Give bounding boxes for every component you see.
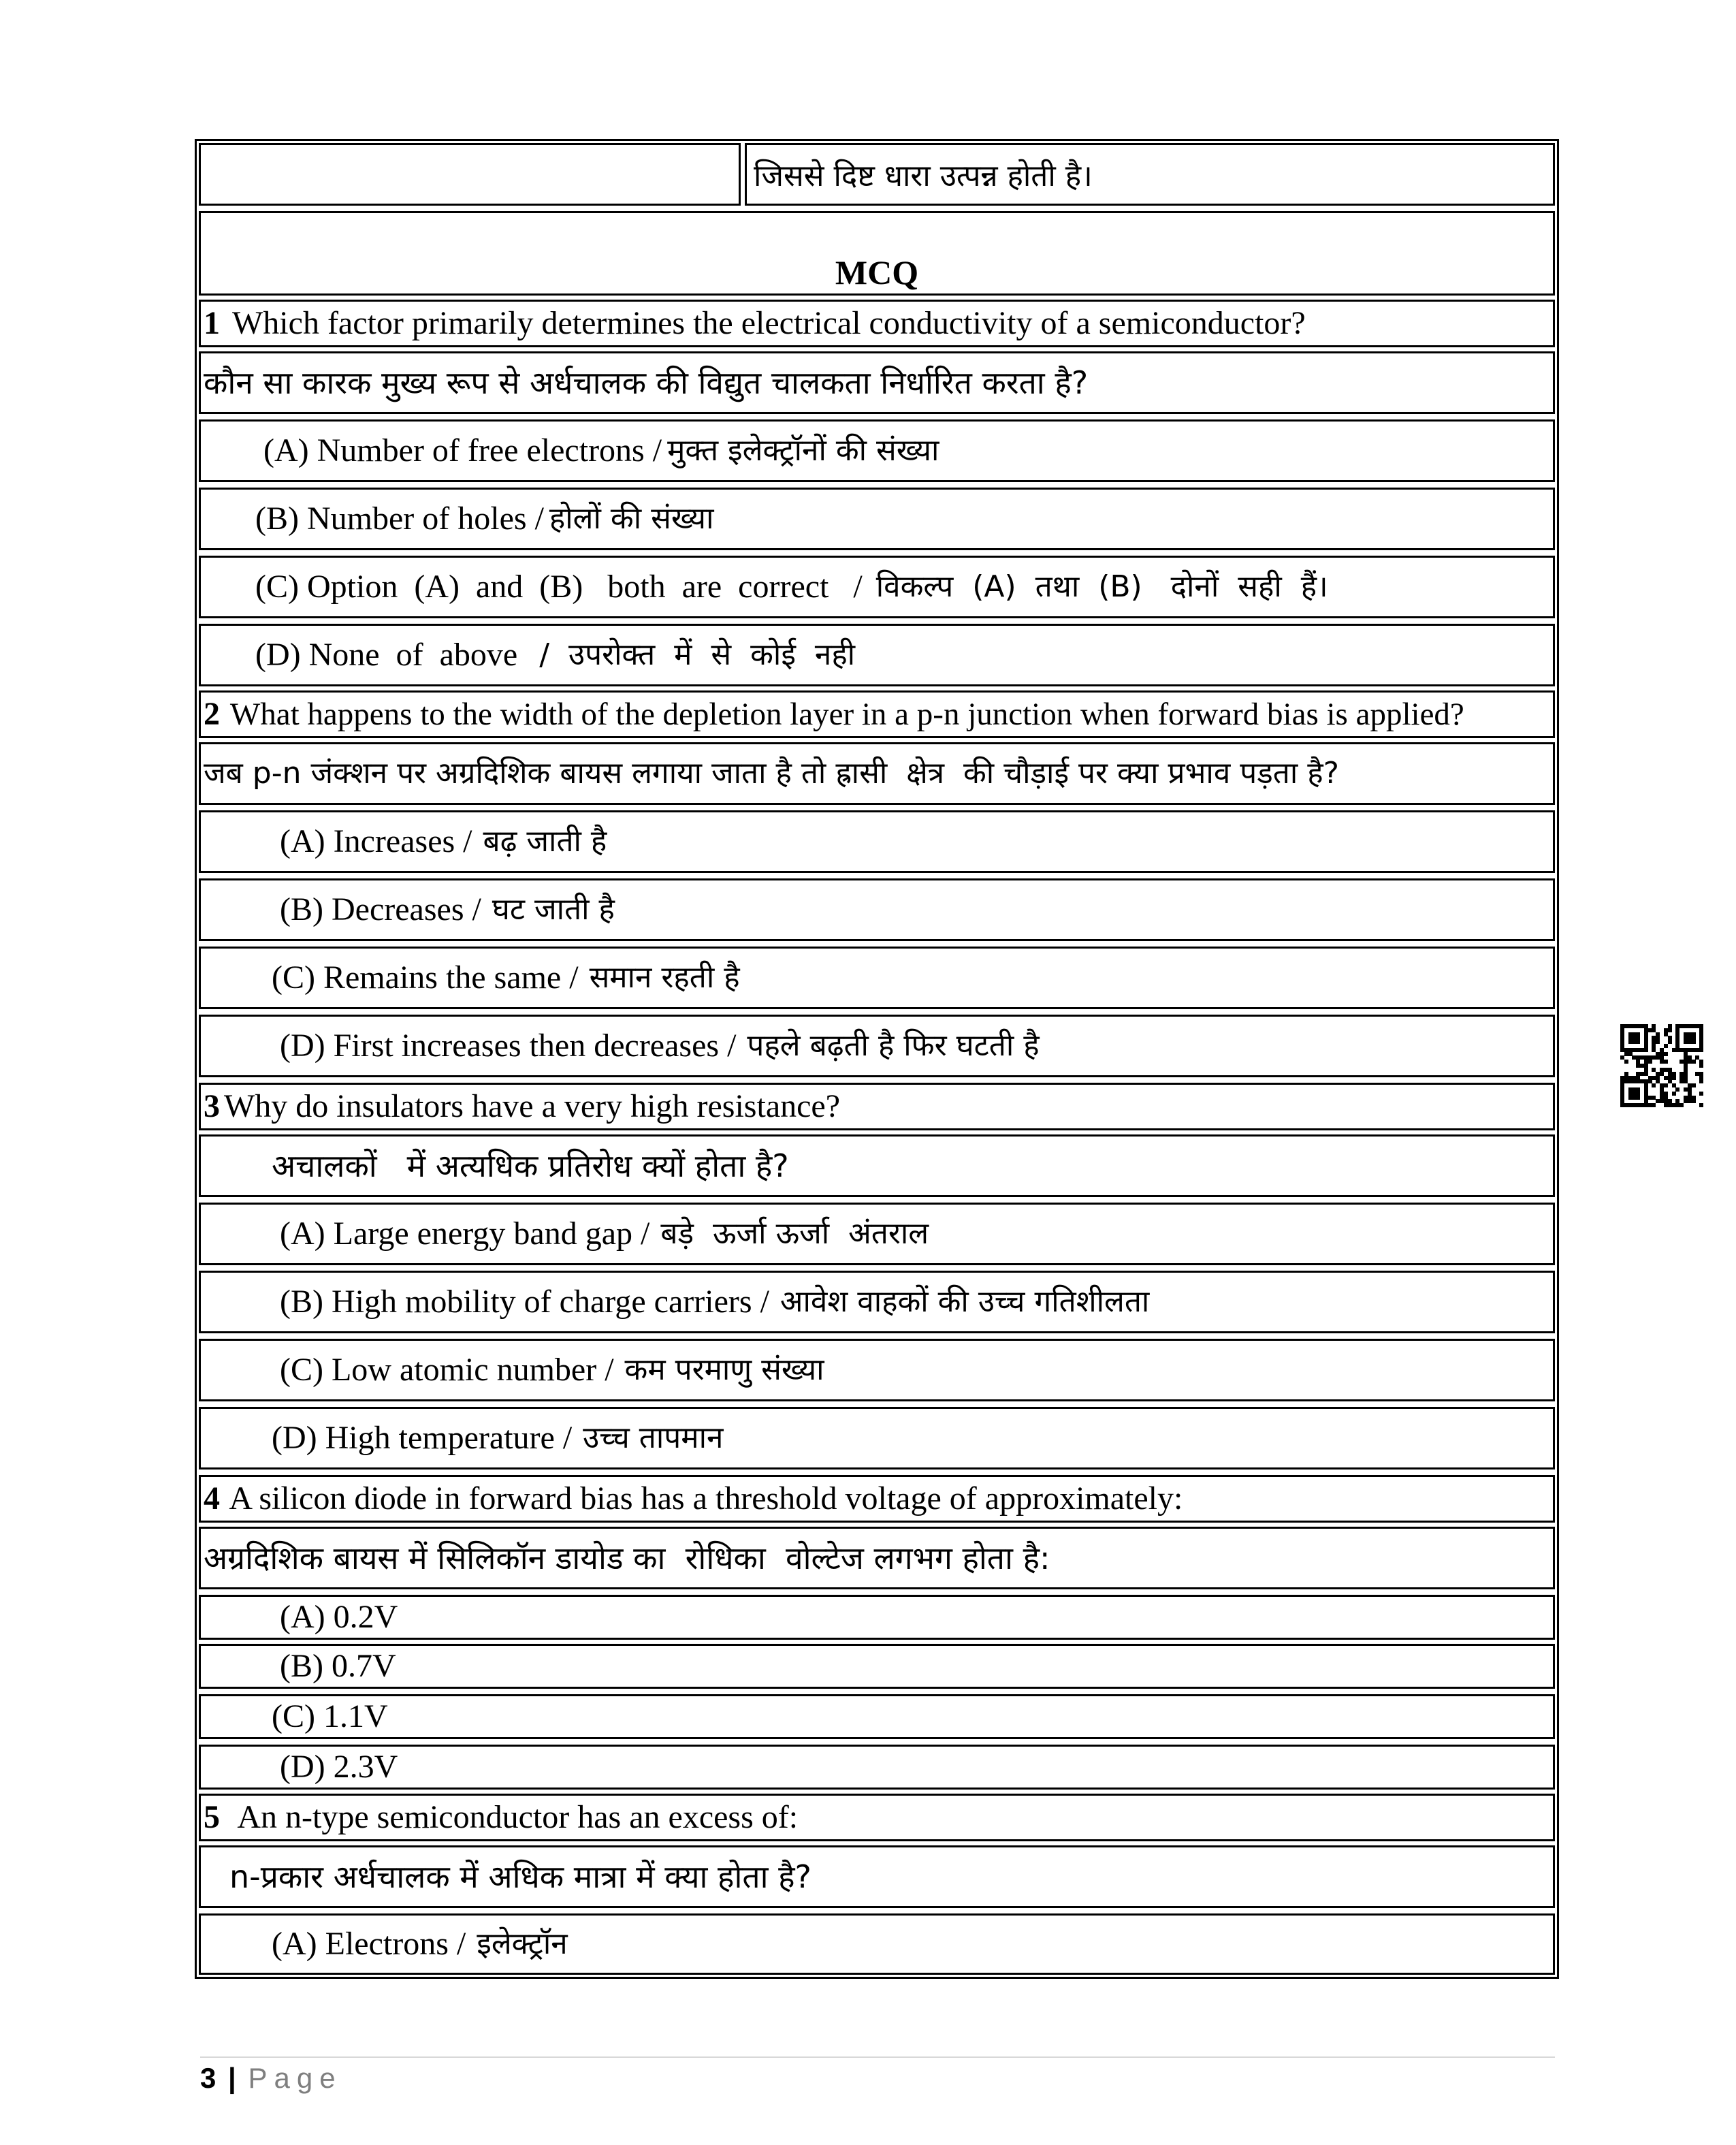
question-3-row [199, 1083, 1555, 1130]
q3-option-c-hi: कम परमाणु संख्या [624, 1352, 824, 1387]
q4-option-c[interactable] [199, 1694, 1555, 1739]
qr-module [1699, 1092, 1703, 1096]
question-4-english: A silicon diode in forward bias has a threshold voltage of approximately: [223, 1480, 1183, 1516]
question-2-row [199, 690, 1555, 738]
qr-module [1675, 1087, 1679, 1092]
q1-option-d-en: (D) None of above [255, 637, 534, 673]
q2-option-b-en: (B) Decreases / [280, 891, 489, 927]
q4-option-c-en: (C) 1.1V [272, 1698, 388, 1734]
q1-option-c-en: (C) Option (A) and (B) both are correct / [255, 569, 871, 605]
q1-option-a-hi: मुक्त इलेक्ट्रॉनों की संख्या [667, 433, 939, 468]
qr-module [1699, 1079, 1703, 1083]
qr-module [1664, 1083, 1668, 1087]
top-right-cell [745, 143, 1555, 206]
section-heading-row [199, 211, 1555, 296]
qr-module [1679, 1103, 1684, 1107]
question-5-hindi: n-प्रकार अर्धचालक में अधिक मात्रा में क्या होता है? [229, 1858, 811, 1895]
q3-option-a-en: (A) Large energy band gap / [280, 1216, 658, 1252]
question-3-english: Why do insulators have a very high resistance? [224, 1088, 841, 1124]
qr-module [1692, 1060, 1696, 1064]
qr-module [1652, 1103, 1656, 1107]
qr-module [1664, 1052, 1668, 1056]
q3-option-d-en: (D) High temperature / [272, 1420, 581, 1456]
question-3-number: 3 [204, 1088, 220, 1124]
section-title: MCQ [835, 253, 919, 291]
question-1-number: 1 [204, 305, 220, 341]
question-1-english: Which factor primarily determines the electrical conductivity of a semiconductor? [232, 305, 1306, 341]
q4-option-d-en: (D) 2.3V [280, 1749, 398, 1785]
q1-option-a[interactable] [199, 419, 1555, 482]
question-5-row [199, 1794, 1555, 1841]
qr-module [1652, 1083, 1656, 1087]
q4-option-a[interactable] [199, 1595, 1555, 1640]
question-2-number: 2 [204, 696, 220, 732]
q3-option-d-hi: उच्च तापमान [583, 1420, 724, 1455]
q3-option-a[interactable] [199, 1203, 1555, 1265]
question-4-row [199, 1475, 1555, 1523]
q5-option-a-en: (A) Electrons / [272, 1926, 475, 1962]
qr-module [1692, 1083, 1696, 1087]
q1-option-a-en: (A) Number of free electrons / [263, 432, 662, 468]
qr-module [1668, 1028, 1672, 1032]
question-2-english: What happens to the width of the depletion layer in a p-n junction when forward bias is applied? [223, 696, 1464, 732]
q1-option-c[interactable] [199, 556, 1555, 618]
qr-module [1692, 1040, 1696, 1044]
q2-option-c-hi: समान रहती है [589, 960, 740, 995]
qr-module [1664, 1044, 1668, 1048]
question-5-english: An n-type semiconductor has an excess of: [223, 1799, 799, 1835]
page-footer [200, 2062, 342, 2095]
qr-module [1636, 1096, 1640, 1100]
q3-option-b[interactable] [199, 1271, 1555, 1333]
q2-option-d-en: (D) First increases then decreases / [280, 1028, 745, 1064]
q1-option-d-hi: / उपरोक्त में से कोई नही [539, 637, 856, 672]
q4-option-a-en: (A) 0.2V [280, 1599, 398, 1635]
qr-module [1624, 1060, 1628, 1064]
qr-module [1672, 1092, 1676, 1096]
qr-module [1692, 1099, 1696, 1103]
footer-separator: | [228, 2062, 236, 2094]
qr-module [1656, 1040, 1660, 1044]
q2-option-b-hi: घट जाती है [492, 892, 615, 927]
question-1-hindi-row [199, 351, 1555, 414]
q3-option-c-en: (C) Low atomic number / [280, 1352, 622, 1388]
top-left-empty-cell [199, 143, 741, 206]
question-4-hindi: अग्रदिशिक बायस में सिलिकॉन डायोड का रोधिका वोल्टेज लगभग होता है: [204, 1540, 1050, 1576]
q2-option-a-en: (A) Increases / [280, 823, 481, 859]
q3-option-c[interactable] [199, 1339, 1555, 1401]
qr-module [1648, 1060, 1652, 1064]
question-4-number: 4 [204, 1480, 220, 1516]
q1-option-b[interactable] [199, 488, 1555, 550]
q4-option-b-en: (B) 0.7V [280, 1648, 396, 1684]
q1-option-b-en: (B) Number of holes / [255, 500, 544, 537]
question-1-row [199, 300, 1555, 347]
q1-option-d[interactable] [199, 624, 1555, 686]
qr-module [1672, 1076, 1676, 1080]
top-right-text: जिससे दिष्ट धारा उत्पन्न होती है। [754, 159, 1093, 193]
q2-option-a-hi: बढ़ जाती है [483, 824, 607, 859]
question-3-hindi: अचालकों में अत्यधिक प्रतिरोध क्यों होता है? [272, 1147, 789, 1184]
qr-module [1699, 1064, 1703, 1068]
qr-module [1668, 1040, 1672, 1044]
q4-option-b[interactable] [199, 1644, 1555, 1689]
q3-option-b-en: (B) High mobility of charge carriers / [280, 1284, 777, 1320]
q2-option-c[interactable] [199, 947, 1555, 1009]
footer-divider [200, 2056, 1555, 2058]
question-3-hindi-row [199, 1134, 1555, 1197]
qr-module [1664, 1060, 1668, 1064]
qr-code-icon [1620, 1024, 1703, 1107]
q2-option-b[interactable] [199, 878, 1555, 941]
question-4-hindi-row [199, 1527, 1555, 1589]
q2-option-a[interactable] [199, 810, 1555, 873]
q3-option-b-hi: आवेश वाहकों की उच्च गतिशीलता [779, 1284, 1150, 1319]
question-2-hindi: जब p-n जंक्शन पर अग्रदिशिक बायस लगाया जाता है तो ह्रासी क्षेत्र की चौड़ाई पर क्या प्रभाव पड़ता है? [204, 756, 1339, 791]
q3-option-d[interactable] [199, 1407, 1555, 1469]
page-number: 3 [200, 2062, 216, 2094]
question-5-number: 5 [204, 1799, 220, 1835]
q1-option-b-hi: होलों की संख्या [549, 501, 714, 536]
qr-module [1699, 1103, 1703, 1107]
q5-option-a-hi: इलेक्ट्रॉन [477, 1926, 568, 1961]
q3-option-a-hi: बड़े ऊर्जा ऊर्जा अंतराल [660, 1216, 929, 1251]
page-label: Page [248, 2062, 342, 2094]
q4-option-d[interactable] [199, 1745, 1555, 1790]
qr-module [1644, 1048, 1648, 1052]
qr-module [1636, 1040, 1640, 1044]
qr-module [1699, 1048, 1703, 1052]
question-5-hindi-row [199, 1845, 1555, 1908]
q2-option-c-en: (C) Remains the same / [272, 959, 587, 996]
question-1-hindi: कौन सा कारक मुख्य रूप से अर्धचालक की विद्युत चालकता निर्धारित करता है? [204, 364, 1089, 401]
question-2-hindi-row [199, 742, 1555, 805]
q1-option-c-hi: विकल्प (A) तथा (B) दोनों सही हैं। [875, 569, 1328, 604]
q2-option-d[interactable] [199, 1015, 1555, 1077]
q5-option-a[interactable] [199, 1913, 1555, 1975]
q2-option-d-hi: पहले बढ़ती है फिर घटती है [747, 1028, 1040, 1063]
